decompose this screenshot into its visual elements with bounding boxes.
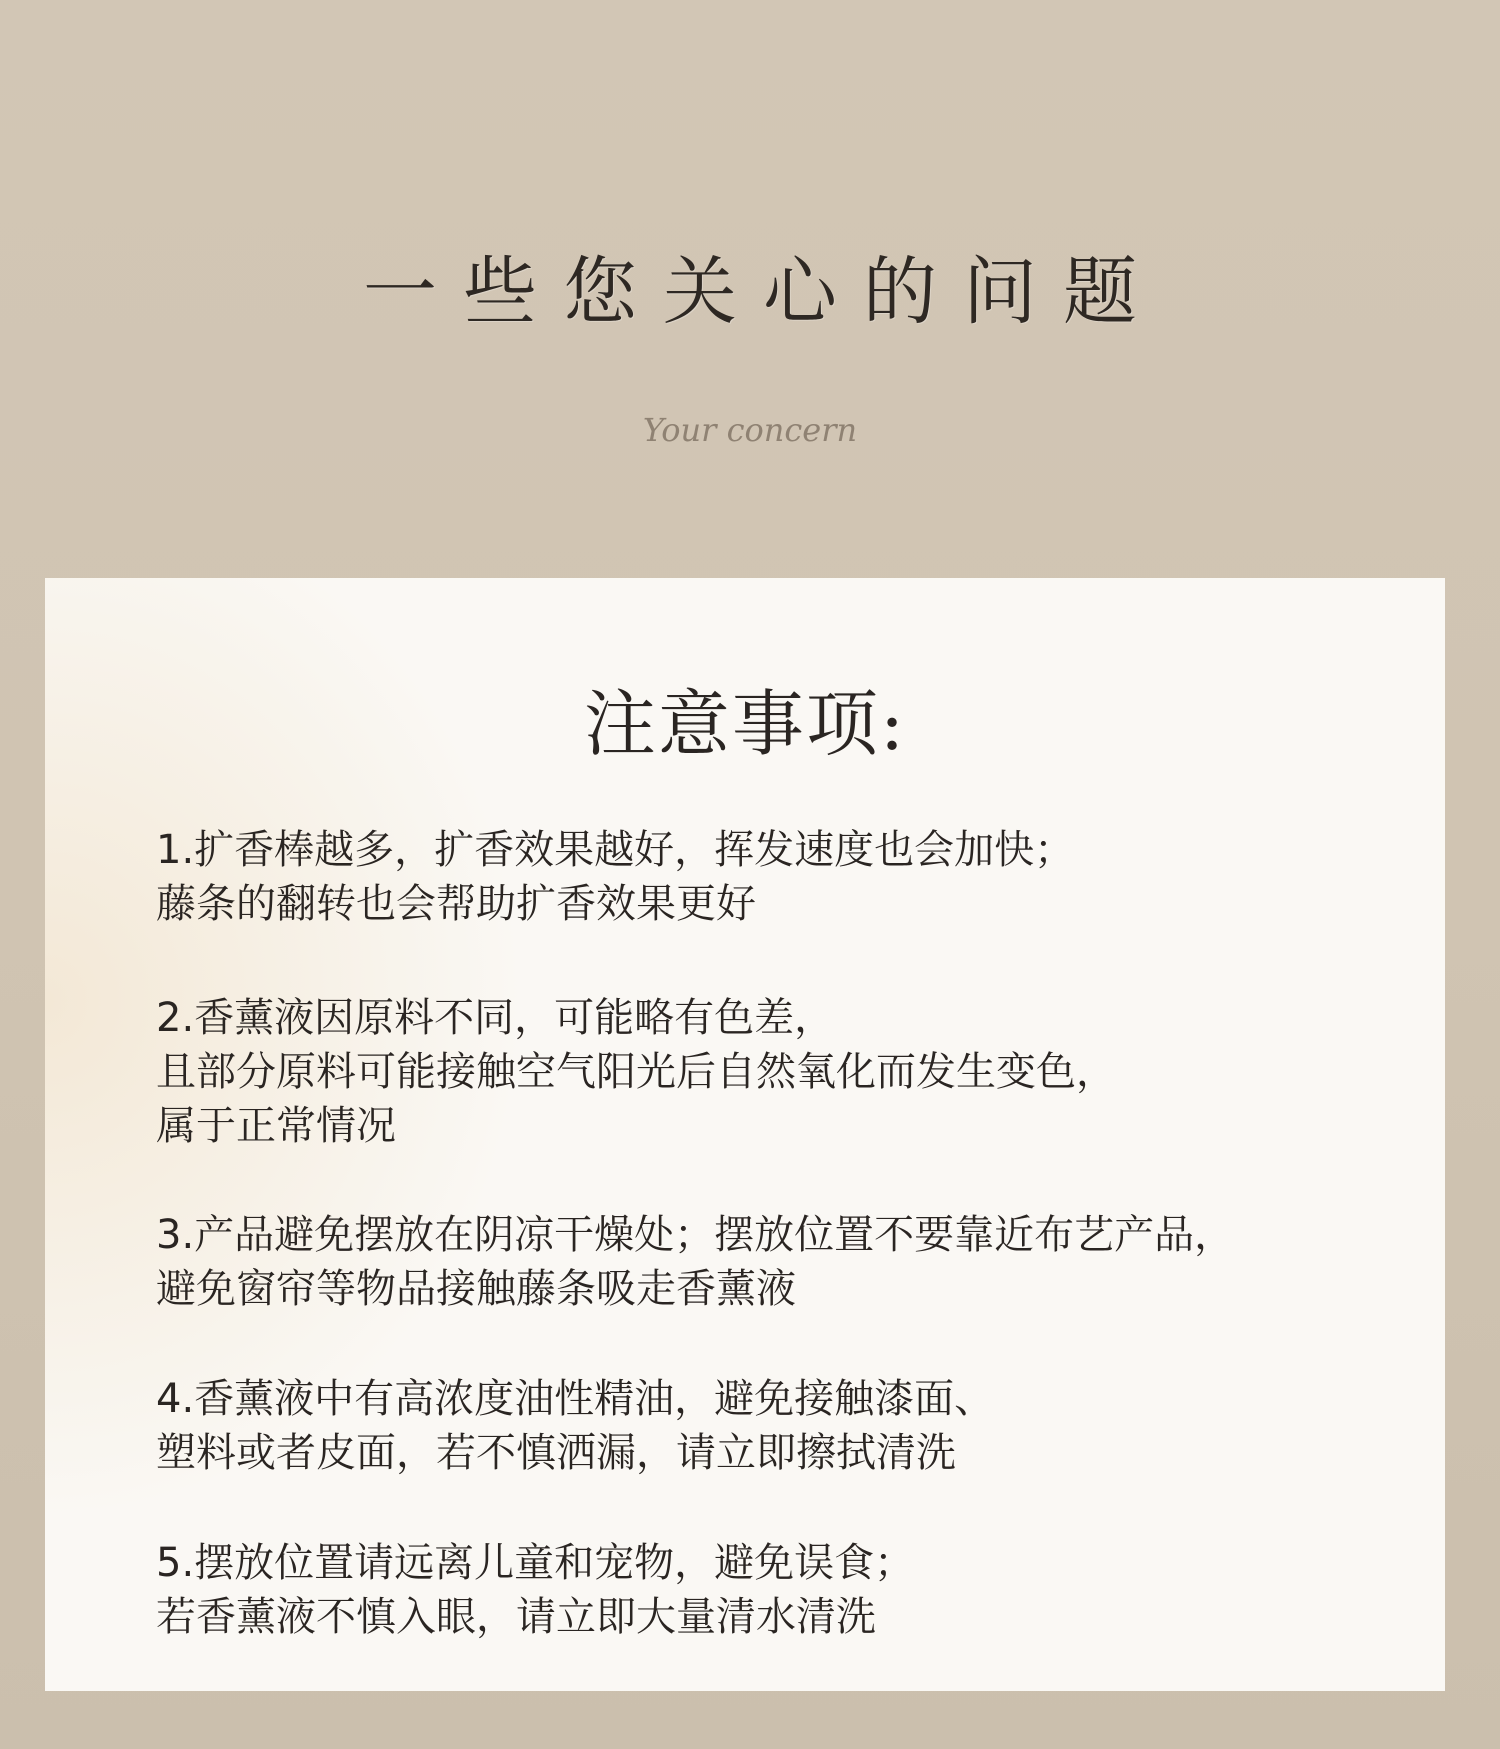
notice-item-line: 藤条的翻转也会帮助扩香效果更好 [156, 881, 756, 927]
notice-item-line: 若香薰液不慎入眼，请立即大量清水清洗 [156, 1594, 876, 1640]
notice-item-3 [156, 1208, 1416, 1316]
notice-title: 注意事项: [583, 682, 907, 766]
notice-item-line: 避免窗帘等物品接触藤条吸走香薰液 [156, 1266, 796, 1312]
notice-item-line: 4.香薰液中有高浓度油性精油，避免接触漆面、 [156, 1376, 995, 1422]
notice-item-line: 5.摆放位置请远离儿童和宠物，避免误食； [156, 1540, 915, 1586]
notice-item-2 [156, 991, 1416, 1153]
page-title: 一些您关心的问题 [363, 249, 1163, 335]
notice-item-line: 2.香薰液因原料不同，可能略有色差， [156, 995, 835, 1041]
notice-item-line: 且部分原料可能接触空气阳光后自然氧化而发生变色， [156, 1049, 1116, 1095]
notice-item-line: 3.产品避免摆放在阴凉干燥处；摆放位置不要靠近布艺产品， [156, 1212, 1235, 1258]
notice-item-line: 属于正常情况 [156, 1103, 396, 1149]
notice-item-1 [156, 823, 1416, 931]
notice-item-5 [156, 1536, 1416, 1644]
notice-item-line: 1.扩香棒越多，扩香效果越好，挥发速度也会加快； [156, 827, 1075, 873]
notice-item-4 [156, 1372, 1416, 1480]
notice-item-line: 塑料或者皮面，若不慎洒漏，请立即擦拭清洗 [156, 1430, 956, 1476]
page-subtitle: Your concern [642, 411, 858, 449]
header-section [0, 0, 1500, 578]
notice-card [45, 578, 1445, 1691]
